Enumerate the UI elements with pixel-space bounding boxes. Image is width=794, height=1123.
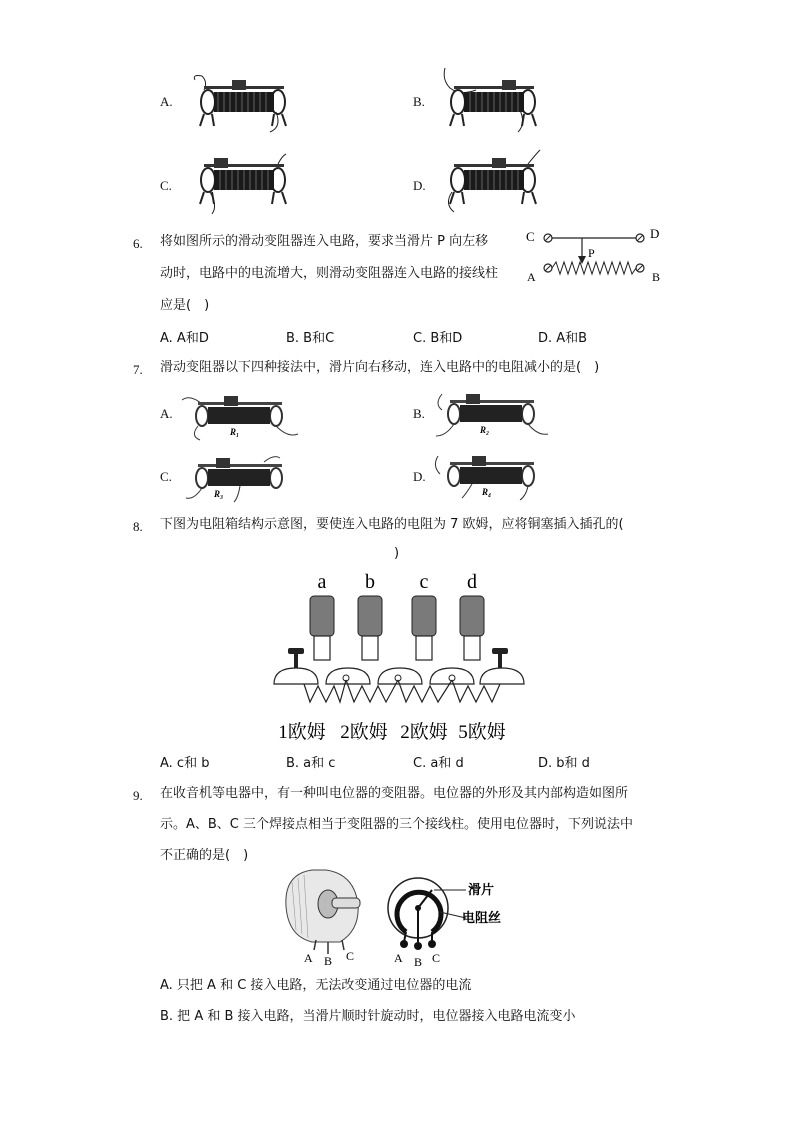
q9-option-a[interactable]: A. 只把 A 和 C 接入电路，无法改变通过电位器的电流 — [160, 978, 472, 993]
q8-resistor-label-1: 1欧姆 — [278, 722, 326, 743]
q9-interior-label-b: B — [414, 955, 423, 969]
q8-option-d[interactable]: D. b和 d — [538, 756, 590, 771]
q9-option-b[interactable]: B. 把 A 和 B 接入电路，当滑片顺时针旋动时，电位器接入电路电流变小 — [160, 1009, 576, 1024]
q8-option-c[interactable]: C. a和 d — [413, 756, 464, 771]
q6-option-b[interactable]: B. B和C — [286, 331, 335, 346]
q6-label-c: C — [526, 229, 535, 244]
q9-stem-line2: 示。A、B、C 三个焊接点相当于变阻器的三个接线柱。使用电位器时，下列说法中 — [160, 817, 634, 832]
q8-resistor-label-4: 5欧姆 — [458, 722, 506, 743]
q6-label-p: P — [588, 246, 595, 260]
q7-option-d-resistor-label: R₄ — [482, 487, 492, 497]
q5-option-c-rheostat-image — [190, 154, 300, 214]
q7-option-a-resistor-label: R₁ — [230, 427, 240, 437]
q7-option-d-label[interactable]: D. — [413, 469, 426, 484]
q8-resistor-label-2: 2欧姆 — [340, 722, 388, 743]
q5-option-a-rheostat-image — [190, 72, 300, 132]
q7-option-b-resistor-label: R₂ — [480, 425, 490, 435]
q6-stem-line1: 将如图所示的滑动变阻器连入电路，要求当滑片 P 向左移 — [160, 234, 489, 249]
q7-option-c-label[interactable]: C. — [160, 469, 172, 484]
q7-option-a-rheostat-image — [180, 394, 300, 440]
q9-potentiometer-exterior-image — [282, 870, 372, 966]
q7-option-d-rheostat-image — [432, 454, 552, 500]
q9-wire-label: 电阻丝 — [462, 911, 502, 926]
q9-stem-line3: 不正确的是( ) — [160, 848, 249, 863]
q8-stem-line2: ) — [394, 546, 400, 561]
q9-potentiometer-interior-diagram — [386, 872, 526, 968]
q9-exterior-label-a: A — [304, 951, 313, 965]
q5-option-b-rheostat-image — [440, 66, 550, 132]
q8-plug-label-c: c — [419, 571, 429, 593]
q9-interior-label-c: C — [432, 951, 441, 965]
q5-option-c-label[interactable]: C. — [160, 178, 172, 193]
q5-option-d-rheostat-image — [440, 154, 550, 214]
q8-stem-line1: 下图为电阻箱结构示意图，要使连入电路的电阻为 7 欧姆，应将铜塞插入插孔的( — [160, 517, 624, 532]
q6-rheostat-diagram — [524, 224, 664, 284]
q9-exterior-label-c: C — [346, 949, 355, 963]
q9-exterior-label-b: B — [324, 954, 333, 968]
q7-option-c-resistor-label: R₃ — [214, 489, 224, 499]
q8-option-b[interactable]: B. a和 c — [286, 756, 336, 771]
q6-option-c[interactable]: C. B和D — [413, 331, 463, 346]
q8-plug-label-a: a — [317, 571, 327, 593]
q9-interior-label-a: A — [394, 951, 403, 965]
q6-label-a: A — [527, 270, 536, 284]
q5-option-a-label[interactable]: A. — [160, 94, 173, 109]
q8-resistor-label-3: 2欧姆 — [400, 722, 448, 743]
q9-stem-line1: 在收音机等电器中，有一种叫电位器的变阻器。电位器的外形及其内部构造如图所 — [160, 786, 629, 801]
q6-stem-line3: 应是( ) — [160, 298, 210, 313]
q8-resistance-box-diagram — [270, 568, 530, 748]
q8-plug-label-b: b — [365, 571, 375, 593]
q5-option-b-label[interactable]: B. — [413, 94, 425, 109]
q9-slider-label: 滑片 — [468, 883, 495, 898]
q7-option-a-label[interactable]: A. — [160, 406, 173, 421]
q6-option-a[interactable]: A. A和D — [160, 331, 209, 346]
q7-number: 7. — [133, 362, 143, 377]
q9-number: 9. — [133, 788, 143, 803]
q6-label-d: D — [650, 226, 660, 241]
q5-option-d-label[interactable]: D. — [413, 178, 426, 193]
q6-label-b: B — [652, 270, 661, 284]
q7-option-b-rheostat-image — [432, 392, 552, 438]
q7-stem-line1: 滑动变阻器以下四种接法中，滑片向右移动，连入电路中的电阻减小的是( ) — [160, 360, 600, 375]
q7-option-c-rheostat-image — [180, 456, 300, 502]
q8-number: 8. — [133, 519, 143, 534]
q7-option-b-label[interactable]: B. — [413, 406, 425, 421]
q8-option-a[interactable]: A. c和 b — [160, 756, 210, 771]
q6-number: 6. — [133, 236, 143, 251]
q6-option-d[interactable]: D. A和B — [538, 331, 588, 346]
q8-plug-label-d: d — [467, 571, 477, 593]
q6-stem-line2: 动时，电路中的电流增大，则滑动变阻器连入电路的接线柱 — [160, 266, 499, 281]
